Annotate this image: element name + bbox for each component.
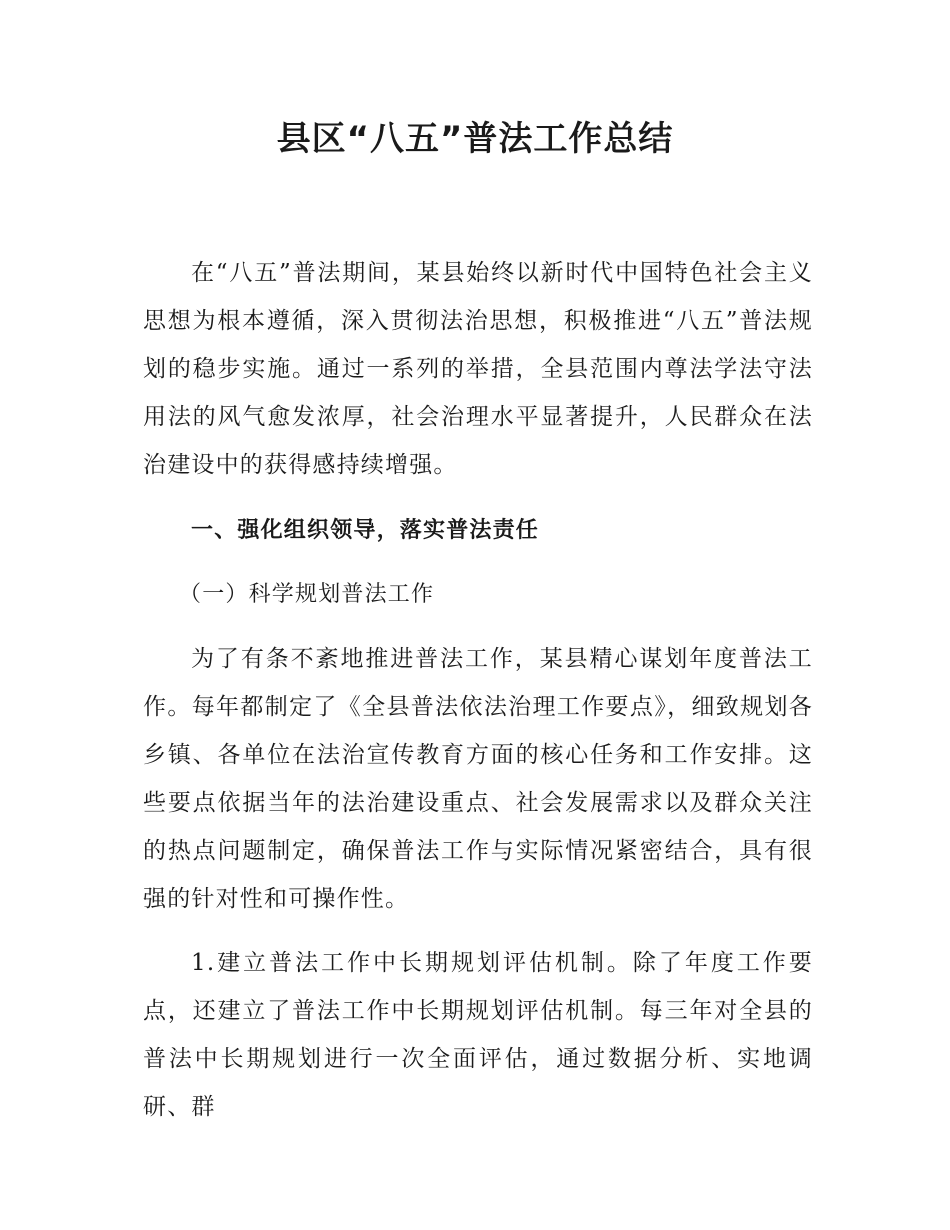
document-title: 县区“八五”普法工作总结 [276, 119, 674, 159]
intro-paragraph: 在“八五”普法期间，某县始终以新时代中国特色社会主义思想为根本遵循，深入贯彻法治思想，积极推进“八五”普法规划的稳步实施。通过一系列的举措，全县范围内尊法学法守法用法的风气愈发浓厚，社会治理水平显著提升，人民群众在法治建设中的获得感持续增强。 [143, 260, 813, 478]
subsection-heading: （一）科学规划普法工作 [179, 582, 435, 607]
section-heading: 一、强化组织领导，落实普法责任 [191, 518, 540, 543]
body-paragraph-numbered: 1.建立普法工作中长期规划评估机制。除了年度工作要点，还建立了普法工作中长期规划评估机制。每三年对全县的普法中长期规划进行一次全面评估，通过数据分析、实地调研、群 [143, 950, 813, 1120]
document-body [143, 249, 813, 1131]
body-paragraph: 为了有条不紊地推进普法工作，某县精心谋划年度普法工作。每年都制定了《全县普法依法治理工作要点》，细致规划各乡镇、各单位在法治宣传教育方面的核心任务和工作安排。这些要点依据当年的法治建设重点、社会发展需求以及群众关注的热点问题制定，确保普法工作与实际情况紧密结合，具有很强的针对性和可操作性。 [143, 646, 813, 912]
